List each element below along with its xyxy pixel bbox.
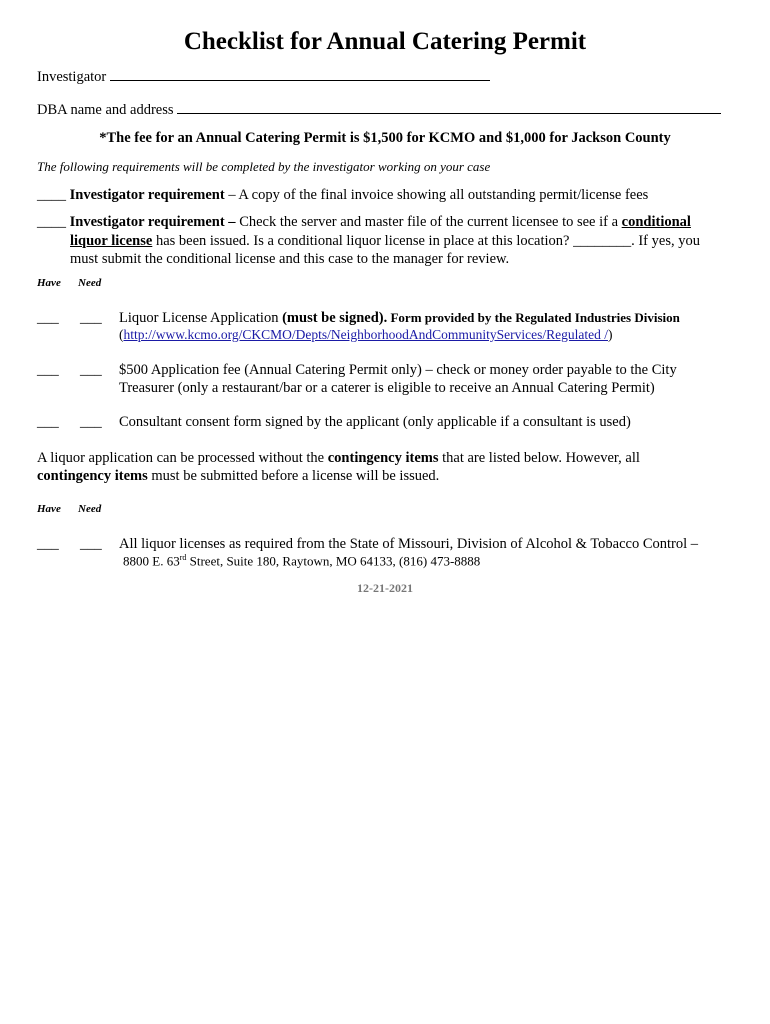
- item2-line2: Treasurer (only a restaurant/bar or a caterer is eligible to receive an Annual Catering Permit): [119, 380, 655, 396]
- investigator-field: [37, 67, 490, 86]
- item1-text: [119, 310, 680, 327]
- req1-blank[interactable]: ____: [37, 187, 66, 203]
- state-need-blank[interactable]: ___: [80, 536, 102, 552]
- item2-need-blank[interactable]: ___: [80, 362, 102, 378]
- req1-label: Investigator requirement: [69, 187, 225, 203]
- need-column-header: Need: [78, 277, 102, 289]
- item2-line1: $500 Application fee (Annual Catering Permit only) – check or money order payable to the City: [119, 362, 677, 378]
- requirement-2: [37, 214, 691, 231]
- have-column-header: Have: [37, 277, 61, 289]
- have-column-header-2: Have: [37, 503, 61, 515]
- dba-field: [37, 100, 721, 119]
- dba-blank[interactable]: [177, 100, 721, 114]
- req2-blank[interactable]: ____: [37, 214, 66, 230]
- item1-link[interactable]: http://www.kcmo.org/CKCMO/Depts/NeighborhoodAndCommunityServices/Regulated /: [123, 327, 608, 342]
- contingency-c: that are listed below. However, all: [438, 450, 640, 466]
- item1-text-a: Liquor License Application: [119, 310, 283, 326]
- state-line2-a: 8800 E. 63: [123, 553, 180, 569]
- req2-text-a: Check the server and master file of the current licensee to see if a: [235, 214, 622, 230]
- requirement-2-line3: must submit the conditional license and this case to the manager for review.: [70, 251, 510, 267]
- dba-label: DBA name and address: [37, 102, 174, 118]
- fee-note: *The fee for an Annual Catering Permit is $1,500 for KCMO and $1,000 for Jackson County: [99, 130, 671, 146]
- state-line2: [123, 553, 480, 569]
- req2-conditional: conditional: [621, 214, 691, 230]
- requirement-2-line2: [70, 233, 700, 250]
- item1-text-c: Form provided by the Regulated Industries Division: [387, 310, 680, 325]
- contingency-d: contingency items: [37, 468, 148, 484]
- investigator-blank[interactable]: [110, 67, 490, 81]
- contingency-line2: [37, 468, 439, 485]
- item1-text-b: (must be signed).: [282, 310, 388, 326]
- state-line2-b: Street, Suite 180, Raytown, MO 64133, (816) 473-8888: [186, 553, 481, 569]
- state-line2-sup: rd: [179, 553, 187, 562]
- page-title: Checklist for Annual Catering Permit: [183, 28, 587, 55]
- req2-label: Investigator requirement –: [69, 214, 236, 230]
- item1-link-row: [119, 327, 612, 343]
- item3-have-blank[interactable]: ___: [37, 414, 59, 430]
- investigator-note: The following requirements will be completed by the investigator working on your case: [37, 159, 491, 174]
- item2-have-blank[interactable]: ___: [37, 362, 59, 378]
- state-line1: All liquor licenses as required from the State of Missouri, Division of Alcohol & Tobacco Control –: [119, 536, 699, 552]
- req1-text: – A copy of the final invoice showing all outstanding permit/license fees: [224, 187, 649, 203]
- item1-link-open-paren: (: [119, 327, 124, 342]
- need-column-header-2: Need: [78, 503, 102, 515]
- state-have-blank[interactable]: ___: [37, 536, 59, 552]
- contingency-e: must be submitted before a license will be issued.: [147, 468, 440, 484]
- req2-liquor-license: liquor license: [70, 233, 153, 249]
- investigator-label: Investigator: [37, 69, 107, 85]
- item1-link-close-paren: ): [607, 327, 613, 342]
- contingency-line1: [37, 450, 640, 467]
- item1-have-blank[interactable]: ___: [37, 310, 59, 326]
- item1-need-blank[interactable]: ___: [80, 310, 102, 326]
- item3-need-blank[interactable]: ___: [80, 414, 102, 430]
- req2-text-b: has been issued. Is a conditional liquor license in place at this location? ________. If yes, you: [152, 233, 700, 249]
- item3-text: Consultant consent form signed by the applicant (only applicable if a consultant is used): [119, 414, 631, 430]
- contingency-b: contingency items: [327, 450, 439, 466]
- footer-date: 12-21-2021: [357, 581, 413, 595]
- contingency-a: A liquor application can be processed without the: [37, 450, 328, 466]
- requirement-1: [37, 187, 648, 204]
